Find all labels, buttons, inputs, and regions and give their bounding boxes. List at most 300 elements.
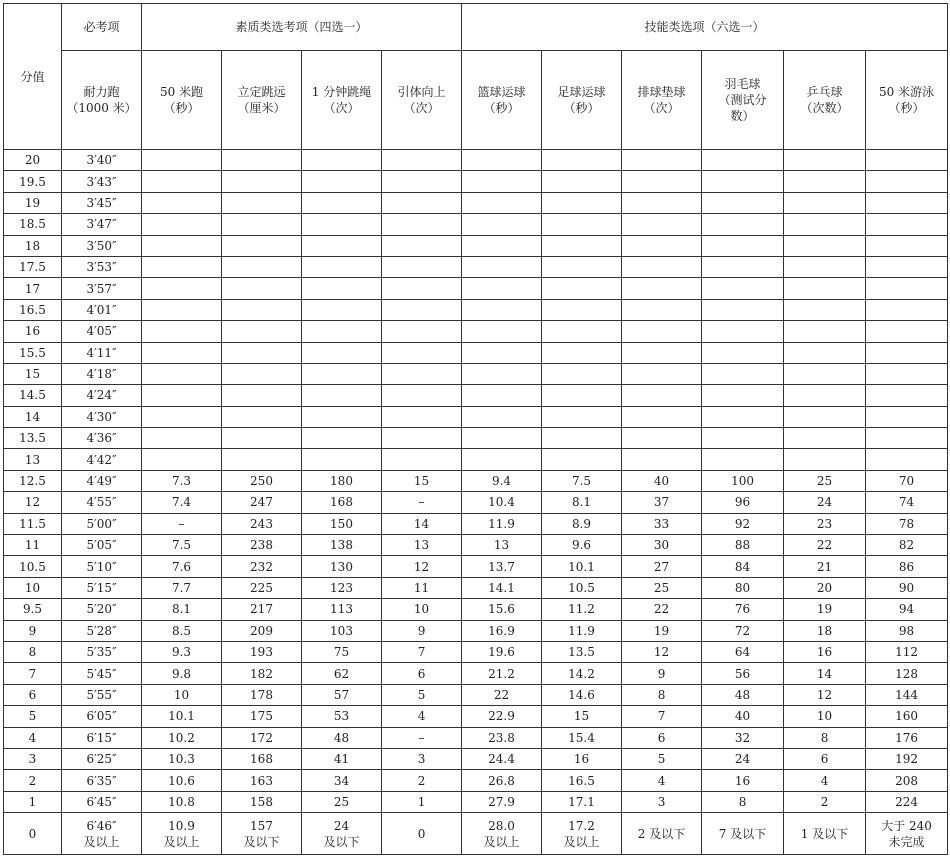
cell-50m-run: 10.6 (142, 770, 222, 791)
cell-table-tennis (784, 299, 866, 320)
cell-basketball-dribble (462, 406, 542, 427)
cell-volleyball-bump (622, 256, 702, 277)
header-row-columns (4, 51, 948, 150)
cell-volleyball-bump (622, 192, 702, 213)
skill-group-header: 技能类选项（六选一） (462, 4, 948, 51)
header-row-groups (4, 4, 948, 51)
cell-rope-skip: 62 (302, 663, 382, 684)
cell-rope-skip: 130 (302, 556, 382, 577)
cell-rope-skip (302, 150, 382, 171)
cell-endurance-run: 6′25″ (62, 748, 142, 769)
cell-pull-up: 13 (382, 535, 462, 556)
cell-football-dribble (542, 214, 622, 235)
cell-volleyball-bump (622, 150, 702, 171)
cell-endurance-run: 4′36″ (62, 428, 142, 449)
cell-basketball-dribble: 16.9 (462, 620, 542, 641)
cell-pull-up: 6 (382, 663, 462, 684)
cell-50m-swim: 70 (866, 470, 948, 491)
cell-score: 13 (4, 449, 62, 470)
cell-volleyball-bump (622, 171, 702, 192)
cell-table-tennis (784, 171, 866, 192)
cell-50m-swim (866, 385, 948, 406)
table-row (4, 449, 948, 470)
cell-pull-up (382, 256, 462, 277)
cell-rope-skip: 24 及以下 (302, 813, 382, 855)
cell-50m-swim (866, 235, 948, 256)
cell-rope-skip: 57 (302, 684, 382, 705)
cell-football-dribble: 10.5 (542, 577, 622, 598)
cell-volleyball-bump (622, 385, 702, 406)
cell-badminton (702, 449, 784, 470)
cell-endurance-run: 3′43″ (62, 171, 142, 192)
cell-score: 8 (4, 641, 62, 662)
cell-rope-skip: 75 (302, 641, 382, 662)
table-row (4, 513, 948, 534)
cell-basketball-dribble (462, 299, 542, 320)
cell-football-dribble: 14.2 (542, 663, 622, 684)
cell-rope-skip (302, 299, 382, 320)
cell-endurance-run: 6′15″ (62, 727, 142, 748)
cell-50m-swim: 208 (866, 770, 948, 791)
cell-standing-jump: 163 (222, 770, 302, 791)
cell-standing-jump: 225 (222, 577, 302, 598)
cell-badminton (702, 406, 784, 427)
cell-football-dribble: 9.6 (542, 535, 622, 556)
cell-50m-swim (866, 428, 948, 449)
cell-standing-jump: 178 (222, 684, 302, 705)
cell-badminton: 84 (702, 556, 784, 577)
cell-standing-jump (222, 321, 302, 342)
cell-standing-jump (222, 363, 302, 384)
cell-endurance-run: 5′10″ (62, 556, 142, 577)
table-row (4, 406, 948, 427)
table-row (4, 256, 948, 277)
cell-50m-swim (866, 150, 948, 171)
cell-50m-swim: 82 (866, 535, 948, 556)
cell-table-tennis (784, 428, 866, 449)
cell-football-dribble: 17.1 (542, 791, 622, 812)
cell-pull-up (382, 406, 462, 427)
cell-standing-jump (222, 299, 302, 320)
cell-table-tennis: 10 (784, 706, 866, 727)
cell-standing-jump: 243 (222, 513, 302, 534)
cell-badminton (702, 214, 784, 235)
table-row (4, 492, 948, 513)
cell-50m-swim: 78 (866, 513, 948, 534)
cell-volleyball-bump: 9 (622, 663, 702, 684)
cell-50m-run: 10.8 (142, 791, 222, 812)
cell-score: 10.5 (4, 556, 62, 577)
cell-endurance-run: 3′57″ (62, 278, 142, 299)
cell-table-tennis (784, 363, 866, 384)
col-header-table-tennis: 乒乓球 （次数） (784, 51, 866, 150)
cell-50m-run (142, 385, 222, 406)
table-row (4, 299, 948, 320)
cell-table-tennis: 16 (784, 641, 866, 662)
cell-football-dribble (542, 449, 622, 470)
cell-endurance-run: 4′05″ (62, 321, 142, 342)
cell-football-dribble: 8.9 (542, 513, 622, 534)
cell-standing-jump: 157 及以下 (222, 813, 302, 855)
table-row (4, 363, 948, 384)
cell-badminton: 80 (702, 577, 784, 598)
cell-endurance-run: 3′40″ (62, 150, 142, 171)
cell-basketball-dribble (462, 342, 542, 363)
cell-basketball-dribble (462, 171, 542, 192)
cell-score: 15 (4, 363, 62, 384)
cell-badminton: 40 (702, 706, 784, 727)
cell-score: 3 (4, 748, 62, 769)
cell-50m-swim: 128 (866, 663, 948, 684)
cell-endurance-run: 5′05″ (62, 535, 142, 556)
table-row (4, 171, 948, 192)
table-row (4, 641, 948, 662)
cell-badminton: 88 (702, 535, 784, 556)
cell-score: 19 (4, 192, 62, 213)
cell-basketball-dribble (462, 214, 542, 235)
table-row (4, 535, 948, 556)
cell-table-tennis (784, 449, 866, 470)
cell-standing-jump: 238 (222, 535, 302, 556)
cell-pull-up (382, 214, 462, 235)
cell-50m-run: 8.5 (142, 620, 222, 641)
cell-score: 16 (4, 321, 62, 342)
cell-pull-up (382, 363, 462, 384)
cell-badminton (702, 385, 784, 406)
cell-table-tennis: 24 (784, 492, 866, 513)
cell-endurance-run: 4′18″ (62, 363, 142, 384)
cell-volleyball-bump: 6 (622, 727, 702, 748)
cell-50m-run (142, 406, 222, 427)
cell-score: 1 (4, 791, 62, 812)
cell-table-tennis: 12 (784, 684, 866, 705)
cell-basketball-dribble: 11.9 (462, 513, 542, 534)
cell-score: 16.5 (4, 299, 62, 320)
cell-badminton: 32 (702, 727, 784, 748)
cell-badminton: 48 (702, 684, 784, 705)
cell-50m-swim: 大于 240 未完成 (866, 813, 948, 855)
cell-pull-up (382, 299, 462, 320)
cell-score: 11.5 (4, 513, 62, 534)
cell-pull-up: 3 (382, 748, 462, 769)
cell-50m-swim (866, 406, 948, 427)
cell-50m-run (142, 449, 222, 470)
cell-pull-up: 10 (382, 599, 462, 620)
cell-table-tennis: 19 (784, 599, 866, 620)
table-row (4, 599, 948, 620)
cell-volleyball-bump (622, 449, 702, 470)
cell-50m-run (142, 256, 222, 277)
cell-football-dribble: 14.6 (542, 684, 622, 705)
cell-pull-up (382, 449, 462, 470)
cell-basketball-dribble: 9.4 (462, 470, 542, 491)
cell-50m-swim (866, 171, 948, 192)
cell-score: 9 (4, 620, 62, 641)
cell-score: 2 (4, 770, 62, 791)
cell-basketball-dribble (462, 428, 542, 449)
col-header-badminton: 羽毛球 （测试分 数） (702, 51, 784, 150)
cell-50m-run: 7.5 (142, 535, 222, 556)
cell-badminton (702, 278, 784, 299)
cell-basketball-dribble: 14.1 (462, 577, 542, 598)
cell-volleyball-bump: 5 (622, 748, 702, 769)
cell-standing-jump: 182 (222, 663, 302, 684)
col-header-football-dribble: 足球运球 （秒） (542, 51, 622, 150)
cell-50m-run: 7.4 (142, 492, 222, 513)
cell-table-tennis: 6 (784, 748, 866, 769)
cell-badminton (702, 235, 784, 256)
cell-standing-jump (222, 235, 302, 256)
cell-rope-skip (302, 342, 382, 363)
cell-football-dribble: 16.5 (542, 770, 622, 791)
cell-score: 12 (4, 492, 62, 513)
cell-volleyball-bump: 4 (622, 770, 702, 791)
cell-endurance-run: 6′05″ (62, 706, 142, 727)
cell-badminton (702, 150, 784, 171)
cell-50m-swim: 176 (866, 727, 948, 748)
cell-basketball-dribble: 23.8 (462, 727, 542, 748)
cell-standing-jump: 175 (222, 706, 302, 727)
cell-football-dribble: 11.2 (542, 599, 622, 620)
cell-basketball-dribble (462, 278, 542, 299)
cell-standing-jump: 193 (222, 641, 302, 662)
cell-basketball-dribble: 22.9 (462, 706, 542, 727)
cell-badminton (702, 428, 784, 449)
cell-endurance-run: 4′49″ (62, 470, 142, 491)
cell-badminton: 24 (702, 748, 784, 769)
cell-badminton: 100 (702, 470, 784, 491)
cell-football-dribble: 15 (542, 706, 622, 727)
cell-standing-jump (222, 171, 302, 192)
cell-endurance-run: 5′20″ (62, 599, 142, 620)
cell-50m-run (142, 171, 222, 192)
cell-table-tennis: 22 (784, 535, 866, 556)
cell-table-tennis: 21 (784, 556, 866, 577)
table-row (4, 620, 948, 641)
table-row (4, 214, 948, 235)
cell-table-tennis: 1 及以下 (784, 813, 866, 855)
cell-football-dribble (542, 363, 622, 384)
cell-table-tennis: 4 (784, 770, 866, 791)
cell-basketball-dribble (462, 192, 542, 213)
cell-pull-up: 1 (382, 791, 462, 812)
cell-rope-skip: 48 (302, 727, 382, 748)
cell-rope-skip (302, 235, 382, 256)
cell-rope-skip (302, 214, 382, 235)
cell-table-tennis: 20 (784, 577, 866, 598)
cell-volleyball-bump: 33 (622, 513, 702, 534)
col-header-volleyball-bump: 排球垫球 （次） (622, 51, 702, 150)
cell-badminton: 76 (702, 599, 784, 620)
cell-endurance-run: 3′50″ (62, 235, 142, 256)
table-row (4, 556, 948, 577)
cell-score: 14 (4, 406, 62, 427)
cell-badminton: 72 (702, 620, 784, 641)
cell-volleyball-bump: 7 (622, 706, 702, 727)
cell-football-dribble: 13.5 (542, 641, 622, 662)
cell-basketball-dribble (462, 150, 542, 171)
cell-football-dribble (542, 385, 622, 406)
cell-table-tennis (784, 385, 866, 406)
cell-score: 13.5 (4, 428, 62, 449)
cell-basketball-dribble: 19.6 (462, 641, 542, 662)
cell-rope-skip: 25 (302, 791, 382, 812)
table-row (4, 813, 948, 855)
cell-pull-up (382, 321, 462, 342)
cell-pull-up: 4 (382, 706, 462, 727)
cell-score: 17.5 (4, 256, 62, 277)
cell-pull-up: 0 (382, 813, 462, 855)
cell-50m-run (142, 214, 222, 235)
table-row (4, 428, 948, 449)
table-row (4, 577, 948, 598)
cell-rope-skip: 113 (302, 599, 382, 620)
cell-endurance-run: 4′55″ (62, 492, 142, 513)
cell-badminton (702, 171, 784, 192)
cell-endurance-run: 5′15″ (62, 577, 142, 598)
cell-volleyball-bump (622, 321, 702, 342)
cell-score: 19.5 (4, 171, 62, 192)
table-row (4, 150, 948, 171)
cell-volleyball-bump: 40 (622, 470, 702, 491)
table-row (4, 727, 948, 748)
cell-badminton: 64 (702, 641, 784, 662)
cell-football-dribble: 15.4 (542, 727, 622, 748)
cell-standing-jump: 217 (222, 599, 302, 620)
cell-volleyball-bump (622, 299, 702, 320)
cell-standing-jump: 172 (222, 727, 302, 748)
cell-table-tennis: 25 (784, 470, 866, 491)
cell-rope-skip (302, 406, 382, 427)
cell-score: 17 (4, 278, 62, 299)
table-row (4, 321, 948, 342)
cell-basketball-dribble (462, 449, 542, 470)
cell-standing-jump (222, 449, 302, 470)
cell-pull-up (382, 150, 462, 171)
cell-score: 0 (4, 813, 62, 855)
cell-basketball-dribble (462, 385, 542, 406)
cell-standing-jump: 168 (222, 748, 302, 769)
cell-badminton (702, 342, 784, 363)
cell-football-dribble (542, 299, 622, 320)
table-row (4, 235, 948, 256)
cell-50m-run (142, 428, 222, 449)
cell-football-dribble (542, 342, 622, 363)
cell-football-dribble (542, 428, 622, 449)
cell-football-dribble (542, 150, 622, 171)
cell-pull-up (382, 428, 462, 449)
cell-pull-up: 2 (382, 770, 462, 791)
cell-standing-jump (222, 256, 302, 277)
required-group-header: 必考项 (62, 4, 142, 51)
cell-pull-up (382, 171, 462, 192)
cell-badminton: 8 (702, 791, 784, 812)
cell-50m-swim: 90 (866, 577, 948, 598)
cell-standing-jump (222, 428, 302, 449)
cell-badminton: 7 及以下 (702, 813, 784, 855)
cell-volleyball-bump (622, 428, 702, 449)
cell-50m-run (142, 342, 222, 363)
cell-basketball-dribble: 13 (462, 535, 542, 556)
cell-basketball-dribble: 28.0 及以上 (462, 813, 542, 855)
cell-50m-swim: 98 (866, 620, 948, 641)
cell-endurance-run: 5′35″ (62, 641, 142, 662)
cell-standing-jump (222, 406, 302, 427)
cell-pull-up: – (382, 727, 462, 748)
cell-table-tennis (784, 256, 866, 277)
cell-50m-run: 7.7 (142, 577, 222, 598)
cell-50m-swim (866, 363, 948, 384)
cell-badminton: 16 (702, 770, 784, 791)
cell-50m-swim (866, 321, 948, 342)
cell-score: 12.5 (4, 470, 62, 491)
cell-rope-skip: 180 (302, 470, 382, 491)
cell-volleyball-bump: 27 (622, 556, 702, 577)
cell-50m-swim (866, 299, 948, 320)
cell-badminton: 96 (702, 492, 784, 513)
col-header-50m-swim: 50 米游泳 （秒） (866, 51, 948, 150)
cell-pull-up (382, 192, 462, 213)
cell-badminton (702, 321, 784, 342)
cell-rope-skip: 150 (302, 513, 382, 534)
cell-score: 15.5 (4, 342, 62, 363)
cell-volleyball-bump: 12 (622, 641, 702, 662)
cell-rope-skip: 34 (302, 770, 382, 791)
cell-endurance-run: 6′45″ (62, 791, 142, 812)
cell-standing-jump: 250 (222, 470, 302, 491)
table-row (4, 770, 948, 791)
cell-rope-skip: 138 (302, 535, 382, 556)
scoring-table (3, 3, 948, 855)
cell-score: 7 (4, 663, 62, 684)
cell-50m-run: 10.9 及以上 (142, 813, 222, 855)
cell-50m-run (142, 150, 222, 171)
col-header-50m-run: 50 米跑 （秒） (142, 51, 222, 150)
cell-badminton (702, 256, 784, 277)
cell-rope-skip: 53 (302, 706, 382, 727)
cell-pull-up (382, 342, 462, 363)
quality-group-header: 素质类选考项（四选一） (142, 4, 462, 51)
cell-endurance-run: 3′47″ (62, 214, 142, 235)
cell-standing-jump (222, 214, 302, 235)
cell-football-dribble: 11.9 (542, 620, 622, 641)
cell-volleyball-bump (622, 342, 702, 363)
cell-50m-swim: 224 (866, 791, 948, 812)
cell-50m-swim: 112 (866, 641, 948, 662)
table-row (4, 748, 948, 769)
cell-pull-up: 5 (382, 684, 462, 705)
cell-football-dribble: 17.2 及以上 (542, 813, 622, 855)
cell-volleyball-bump: 25 (622, 577, 702, 598)
cell-table-tennis (784, 150, 866, 171)
cell-standing-jump (222, 342, 302, 363)
cell-table-tennis (784, 278, 866, 299)
cell-endurance-run: 5′28″ (62, 620, 142, 641)
cell-50m-swim (866, 342, 948, 363)
cell-rope-skip (302, 278, 382, 299)
col-header-basketball-dribble: 篮球运球 （秒） (462, 51, 542, 150)
table-row (4, 706, 948, 727)
cell-football-dribble: 7.5 (542, 470, 622, 491)
cell-50m-run: 10.1 (142, 706, 222, 727)
cell-rope-skip: 168 (302, 492, 382, 513)
cell-table-tennis: 2 (784, 791, 866, 812)
cell-50m-run: 10.3 (142, 748, 222, 769)
table-row (4, 663, 948, 684)
cell-endurance-run: 4′30″ (62, 406, 142, 427)
cell-football-dribble (542, 235, 622, 256)
cell-pull-up: 9 (382, 620, 462, 641)
